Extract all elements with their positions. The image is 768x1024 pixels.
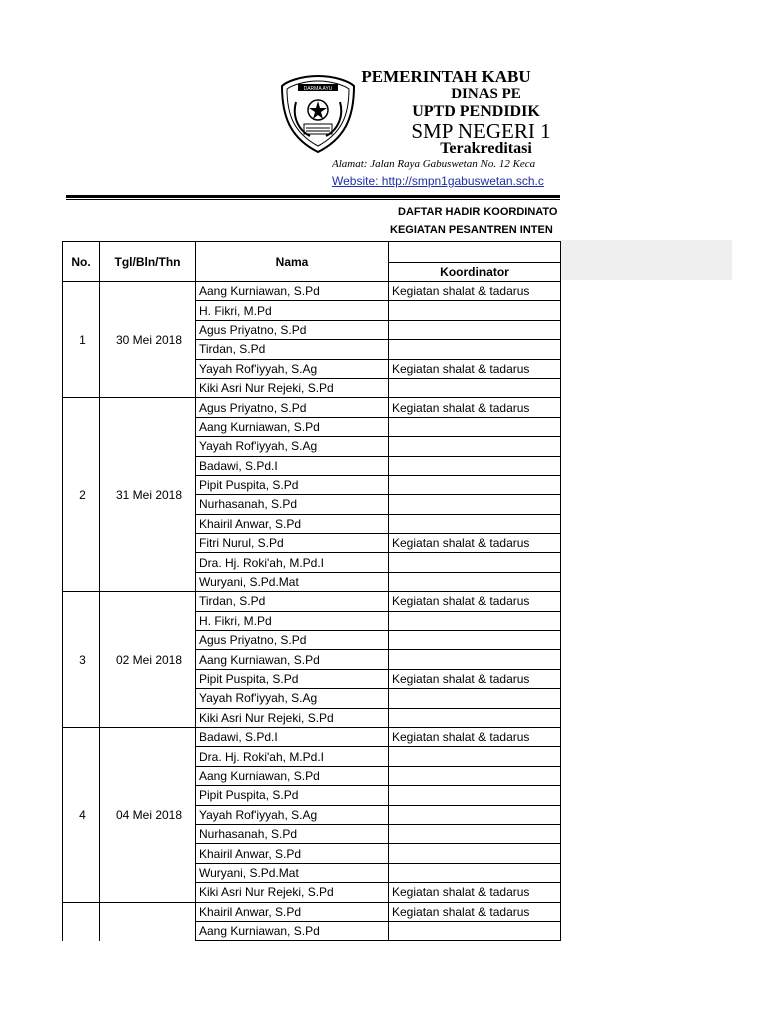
- cell-name: Nurhasanah, S.Pd: [196, 824, 389, 843]
- cell-coordinator: [389, 766, 561, 785]
- table-row: [63, 727, 561, 746]
- cell-coordinator: [389, 475, 561, 494]
- header-coordinator: Koordinator: [389, 263, 561, 282]
- header-no: No.: [63, 242, 100, 282]
- table-body: [63, 282, 561, 941]
- document-subtitle: KEGIATAN PESANTREN INTEN: [390, 224, 553, 236]
- cell-date: 30 Mei 2018: [100, 282, 196, 398]
- cell-coordinator: [389, 514, 561, 533]
- cell-name: Khairil Anwar, S.Pd: [196, 514, 389, 533]
- cell-name: Aang Kurniawan, S.Pd: [196, 650, 389, 669]
- cell-name: Khairil Anwar, S.Pd: [196, 902, 389, 921]
- cell-no: 4: [63, 727, 100, 902]
- cell-name: Tirdan, S.Pd: [196, 340, 389, 359]
- header-name: Nama: [196, 242, 389, 282]
- cell-coordinator: [389, 340, 561, 359]
- cell-coordinator: [389, 747, 561, 766]
- table-row: [63, 902, 561, 921]
- header-date: Tgl/Bln/Thn: [100, 242, 196, 282]
- cell-coordinator: Kegiatan shalat & tadarus: [389, 883, 561, 902]
- website-link[interactable]: Website: http://smpn1gabuswetan.sch.c: [332, 174, 544, 188]
- cell-name: Tirdan, S.Pd: [196, 592, 389, 611]
- cell-name: Kiki Asri Nur Rejeki, S.Pd: [196, 378, 389, 397]
- cell-name: Wuryani, S.Pd.Mat: [196, 572, 389, 591]
- cell-coordinator: [389, 378, 561, 397]
- cell-name: Aang Kurniawan, S.Pd: [196, 766, 389, 785]
- cell-coordinator: [389, 320, 561, 339]
- accreditation: Terakreditasi: [440, 140, 532, 157]
- cell-coordinator: [389, 689, 561, 708]
- cell-coordinator: [389, 417, 561, 436]
- cell-coordinator: [389, 553, 561, 572]
- cell-name: Badawi, S.Pd.I: [196, 727, 389, 746]
- cell-name: Pipit Puspita, S.Pd: [196, 786, 389, 805]
- cell-coordinator: Kegiatan shalat & tadarus: [389, 727, 561, 746]
- cell-coordinator: [389, 921, 561, 940]
- cell-name: Aang Kurniawan, S.Pd: [196, 417, 389, 436]
- cell-date: 04 Mei 2018: [100, 727, 196, 902]
- cell-name: H. Fikri, M.Pd: [196, 301, 389, 320]
- cell-coordinator: [389, 437, 561, 456]
- logo-text: DARMA AYU: [303, 86, 333, 92]
- divider-thin: [66, 199, 560, 200]
- cell-coordinator: Kegiatan shalat & tadarus: [389, 282, 561, 301]
- cell-coordinator: [389, 844, 561, 863]
- cell-name: Nurhasanah, S.Pd: [196, 495, 389, 514]
- table-row: [63, 282, 561, 301]
- cell-coordinator: Kegiatan shalat & tadarus: [389, 534, 561, 553]
- cell-coordinator: Kegiatan shalat & tadarus: [389, 592, 561, 611]
- attendance-table: [62, 241, 561, 941]
- cell-date: 31 Mei 2018: [100, 398, 196, 592]
- cell-name: Wuryani, S.Pd.Mat: [196, 863, 389, 882]
- cell-name: H. Fikri, M.Pd: [196, 611, 389, 630]
- cell-coordinator: [389, 631, 561, 650]
- cell-coordinator: [389, 824, 561, 843]
- cell-date: [100, 902, 196, 941]
- cell-name: Pipit Puspita, S.Pd: [196, 475, 389, 494]
- cell-coordinator: Kegiatan shalat & tadarus: [389, 669, 561, 688]
- document-title: DAFTAR HADIR KOORDINATO: [398, 206, 558, 218]
- letterhead-line1: PEMERINTAH KABU: [361, 67, 531, 86]
- cell-coordinator: [389, 863, 561, 882]
- cell-coordinator: Kegiatan shalat & tadarus: [389, 902, 561, 921]
- cell-name: Dra. Hj. Roki'ah, M.Pd.I: [196, 553, 389, 572]
- cell-coordinator: [389, 708, 561, 727]
- cell-coordinator: [389, 301, 561, 320]
- cell-coordinator: Kegiatan shalat & tadarus: [389, 398, 561, 417]
- cell-no: 2: [63, 398, 100, 592]
- cell-name: Yayah Rof'iyyah, S.Ag: [196, 359, 389, 378]
- grey-cell-band: [560, 240, 732, 280]
- cell-name: Khairil Anwar, S.Pd: [196, 844, 389, 863]
- cell-name: Yayah Rof'iyyah, S.Ag: [196, 437, 389, 456]
- cell-name: Pipit Puspita, S.Pd: [196, 669, 389, 688]
- school-address: Alamat: Jalan Raya Gabuswetan No. 12 Keca: [332, 158, 536, 170]
- cell-name: Dra. Hj. Roki'ah, M.Pd.I: [196, 747, 389, 766]
- cell-no: 1: [63, 282, 100, 398]
- cell-name: Agus Priyatno, S.Pd: [196, 631, 389, 650]
- table-row: [63, 592, 561, 611]
- cell-name: Aang Kurniawan, S.Pd: [196, 921, 389, 940]
- cell-no: [63, 902, 100, 941]
- cell-coordinator: [389, 495, 561, 514]
- cell-name: Agus Priyatno, S.Pd: [196, 398, 389, 417]
- cell-coordinator: [389, 572, 561, 591]
- cell-name: Agus Priyatno, S.Pd: [196, 320, 389, 339]
- cell-coordinator: [389, 805, 561, 824]
- cell-coordinator: [389, 611, 561, 630]
- cell-date: 02 Mei 2018: [100, 592, 196, 728]
- letterhead: [0, 0, 768, 200]
- cell-coordinator: Kegiatan shalat & tadarus: [389, 359, 561, 378]
- cell-coordinator: [389, 650, 561, 669]
- cell-coordinator: [389, 786, 561, 805]
- school-name: SMP NEGERI 1: [411, 119, 551, 143]
- cell-name: Badawi, S.Pd.I: [196, 456, 389, 475]
- cell-no: 3: [63, 592, 100, 728]
- cell-name: Kiki Asri Nur Rejeki, S.Pd: [196, 708, 389, 727]
- cell-name: Kiki Asri Nur Rejeki, S.Pd: [196, 883, 389, 902]
- cell-name: Aang Kurniawan, S.Pd: [196, 282, 389, 301]
- header-blank: [389, 242, 561, 263]
- letterhead-line2: DINAS PE: [451, 86, 521, 102]
- letterhead-line3: UPTD PENDIDIK: [412, 103, 540, 120]
- divider-thick: [66, 195, 560, 198]
- cell-name: Yayah Rof'iyyah, S.Ag: [196, 689, 389, 708]
- cell-coordinator: [389, 456, 561, 475]
- table-row: [63, 398, 561, 417]
- cell-name: Fitri Nurul, S.Pd: [196, 534, 389, 553]
- cell-name: Yayah Rof'iyyah, S.Ag: [196, 805, 389, 824]
